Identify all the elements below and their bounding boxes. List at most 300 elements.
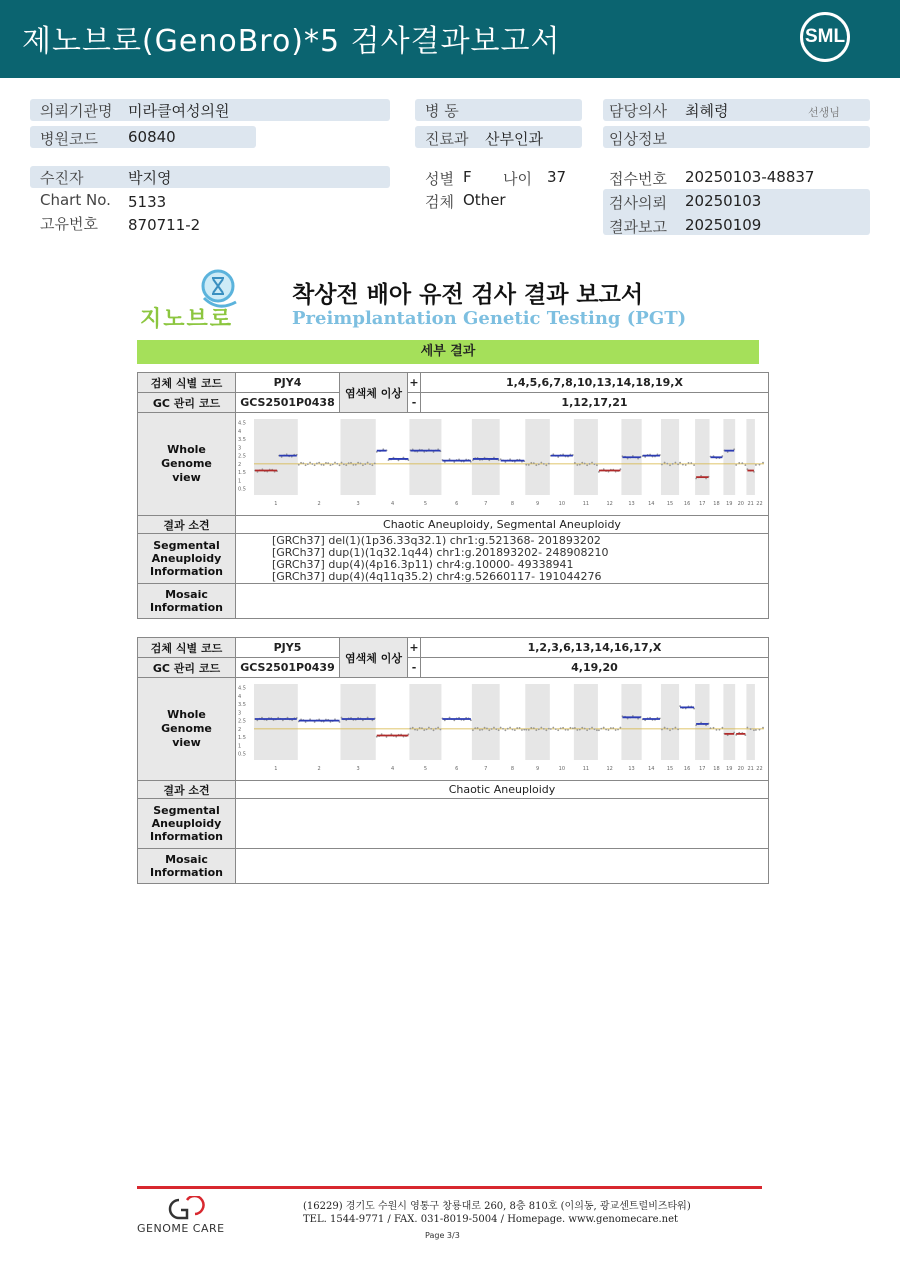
copy-number-point (416, 729, 418, 731)
copy-number-point (584, 728, 586, 730)
gc-code-label: GC 관리 코드 (138, 393, 236, 413)
x-tick-label: 19 (726, 501, 733, 507)
copy-number-point (309, 462, 311, 464)
copy-number-point (323, 464, 325, 466)
copy-number-point (685, 464, 687, 466)
copy-number-point (502, 728, 504, 730)
copy-number-point (412, 727, 414, 729)
copy-number-point (516, 727, 518, 729)
copy-number-point (371, 464, 373, 466)
chromosome-band (574, 419, 598, 495)
hospital-code-label: 병원코드 (40, 130, 98, 148)
copy-number-point (336, 463, 338, 465)
copy-number-point (669, 464, 671, 466)
copy-number-point (664, 462, 666, 464)
y-tick-label: 1.5 (237, 470, 246, 477)
x-tick-label: 19 (726, 766, 733, 772)
copy-number-point (608, 729, 610, 731)
copy-number-point (339, 464, 341, 466)
mosaic-label: Mosaic Information (138, 584, 236, 619)
copy-number-point (762, 727, 764, 729)
copy-number-point (586, 729, 588, 731)
copy-number-point (753, 729, 755, 731)
copy-number-point (664, 727, 666, 729)
copy-number-point (311, 463, 313, 465)
x-tick-label: 12 (606, 766, 613, 772)
copy-number-point (325, 462, 327, 464)
y-tick-label: 4.5 (237, 420, 246, 427)
copy-number-point (316, 463, 318, 465)
x-tick-label: 5 (423, 501, 428, 507)
sex-label: 성별 (425, 170, 454, 188)
copy-number-point (360, 462, 362, 464)
copy-number-point (433, 729, 435, 731)
y-tick-label: 0.5 (237, 486, 246, 493)
chromosome-band (409, 419, 441, 495)
x-tick-label: 17 (699, 501, 706, 507)
copy-number-point (509, 727, 511, 729)
specimen-label: 검체 (425, 193, 454, 211)
copy-number-point (759, 729, 761, 731)
copy-number-point (666, 463, 668, 465)
x-tick-label: 8 (510, 501, 515, 507)
copy-number-point (744, 464, 746, 466)
copy-number-point (666, 728, 668, 730)
copy-number-point (591, 462, 593, 464)
copy-number-point (589, 728, 591, 730)
age-label: 나이 (503, 170, 532, 188)
copy-number-point (318, 462, 320, 464)
copy-number-point (594, 463, 596, 465)
copy-number-point (512, 729, 514, 731)
copy-number-point (374, 462, 376, 464)
copy-number-point (314, 464, 316, 466)
x-tick-label: 3 (356, 766, 360, 772)
segmental-line: [GRCh37] dup(1)(1q32.1q44) chr1:g.201893202- 248908210 (271, 545, 609, 559)
copy-number-point (477, 727, 479, 729)
x-tick-label: 10 (558, 501, 566, 507)
hospital-code-value: 60840 (128, 128, 176, 146)
x-tick-label: 8 (510, 766, 515, 772)
copy-number-point (362, 464, 364, 466)
copy-number-point (576, 729, 578, 731)
footer-address (303, 1200, 691, 1226)
copy-number-point (557, 729, 559, 731)
report-title: 제노브로(GenoBro)*5 검사결과보고서 (22, 24, 561, 59)
copy-number-point (552, 727, 554, 729)
copy-number-point (669, 729, 671, 731)
copy-number-point (576, 464, 578, 466)
copy-number-point (538, 728, 540, 730)
x-tick-label: 5 (423, 766, 428, 772)
copy-number-point (472, 729, 474, 731)
copy-number-point (421, 727, 423, 729)
x-tick-label: 22 (756, 501, 763, 507)
copy-number-point (672, 463, 674, 465)
wgv-label: Whole Genome view (138, 678, 236, 781)
copy-number-point (474, 727, 476, 729)
copy-number-point (435, 728, 437, 730)
copy-number-point (598, 729, 600, 731)
chromosome-band (746, 419, 755, 495)
request-value: 20250103 (685, 192, 762, 210)
copy-number-point (525, 729, 527, 731)
copy-number-point (525, 464, 527, 466)
y-tick-label: 2 (237, 726, 242, 733)
copy-number-point (428, 727, 430, 729)
copy-number-point (682, 464, 684, 466)
doctor-value: 최혜령 (685, 102, 729, 120)
segmental-line: [GRCh37] dup(4)(4q11q35.2) chr4:g.52660117- 191044276 (271, 569, 602, 583)
gain-sign: + (407, 638, 420, 658)
x-tick-label: 2 (317, 501, 321, 507)
copy-number-point (548, 463, 550, 465)
copy-number-point (307, 463, 309, 465)
specimen-id-label: 검체 식별 코드 (138, 638, 236, 658)
gc-code-value: GCS2501P0438 (235, 393, 339, 413)
chromosome-band (340, 684, 375, 760)
copy-number-point (759, 464, 761, 466)
unique-label: 고유번호 (40, 215, 98, 233)
x-tick-label: 2 (317, 766, 321, 772)
copy-number-point (330, 464, 332, 466)
copy-number-point (735, 464, 737, 466)
x-tick-label: 3 (356, 501, 360, 507)
copy-number-point (589, 463, 591, 465)
copy-number-point (610, 727, 612, 729)
copy-number-point (481, 729, 483, 731)
copy-number-point (679, 462, 681, 464)
chromosome-band (409, 684, 441, 760)
y-tick-label: 3.5 (237, 437, 246, 444)
loss-chromosomes: 1,12,17,21 (420, 393, 768, 413)
copy-number-point (565, 729, 567, 731)
wgv-label: Whole Genome view (138, 413, 236, 516)
y-tick-label: 4.5 (237, 685, 246, 692)
genome-care-text: GENOME CARE (137, 1222, 225, 1235)
copy-number-point (419, 727, 421, 729)
chromosome-band (525, 419, 550, 495)
copy-number-point (357, 462, 359, 464)
x-tick-label: 4 (390, 501, 395, 507)
x-tick-label: 9 (535, 766, 540, 772)
copy-number-point (755, 464, 757, 466)
copy-number-point (603, 727, 605, 729)
copy-number-point (586, 464, 588, 466)
copy-number-point (716, 729, 718, 731)
copy-number-point (409, 728, 411, 730)
copy-number-point (581, 462, 583, 464)
copy-number-point (574, 727, 576, 729)
sml-logo: SML (800, 12, 850, 62)
copy-number-point (572, 727, 574, 729)
copy-number-point (523, 729, 525, 731)
copy-number-point (579, 729, 581, 731)
copy-number-point (495, 728, 497, 730)
y-tick-label: 1.5 (237, 735, 246, 742)
copy-number-point (488, 729, 490, 731)
copy-number-point (594, 728, 596, 730)
genobro-logo (140, 268, 250, 330)
copy-number-point (661, 464, 663, 466)
ward-label: 병 동 (425, 102, 459, 120)
x-tick-label: 21 (747, 766, 754, 772)
pgt-title: 착상전 배아 유전 검사 결과 보고서 (292, 282, 644, 308)
genobro-logo-text: 지노브로 (140, 307, 234, 332)
copy-number-point (619, 727, 621, 729)
copy-number-point (750, 728, 752, 730)
copy-number-point (596, 464, 598, 466)
copy-number-point (677, 463, 679, 465)
copy-number-point (514, 729, 516, 731)
copy-number-point (721, 727, 723, 729)
mosaic-label: Mosaic Information (138, 849, 236, 884)
copy-number-point (615, 729, 617, 731)
institution-label: 의뢰기관명 (40, 102, 113, 120)
x-tick-label: 1 (274, 766, 278, 772)
copy-number-point (560, 727, 562, 729)
copy-number-point (661, 729, 663, 731)
copy-number-point (545, 464, 547, 466)
segmental-line: [GRCh37] del(1)(1p36.33q32.1) chr1:g.521368- 201893202 (271, 533, 601, 547)
copy-number-point (334, 462, 336, 464)
finding-label: 결과 소견 (138, 781, 236, 799)
chromosome-band (472, 419, 500, 495)
clinical-label: 임상정보 (609, 130, 667, 148)
address-line: (16229) 경기도 수원시 영통구 창룡대로 260, 8층 810호 (이의동, 광교센트럴비즈타워) (303, 1201, 691, 1212)
chromosome-band (723, 684, 735, 760)
x-tick-label: 18 (713, 501, 720, 507)
copy-number-point (550, 728, 552, 730)
genome-plot-2 (236, 678, 768, 777)
report-date-value: 20250109 (685, 216, 762, 234)
copy-number-point (500, 727, 502, 729)
y-tick-label: 3 (237, 445, 242, 452)
copy-number-point (332, 463, 334, 465)
chromosome-band (472, 684, 500, 760)
chart-value: 5133 (128, 193, 167, 211)
finding-value: Chaotic Aneuploidy (235, 781, 768, 799)
chromosome-band (723, 419, 735, 495)
contact-line: TEL. 1544-9771 / FAX. 031-8019-5004 / Homepage. www.genomecare.net (303, 1214, 679, 1225)
copy-number-point (543, 728, 545, 730)
gain-sign: + (407, 373, 420, 393)
request-label: 검사의뢰 (609, 194, 667, 212)
x-tick-label: 11 (582, 501, 590, 507)
copy-number-point (617, 729, 619, 731)
page-number: Page 3/3 (425, 1231, 460, 1240)
gc-code-label: GC 관리 코드 (138, 658, 236, 678)
segmental-value (235, 799, 768, 849)
copy-number-point (355, 464, 357, 466)
copy-number-point (719, 729, 721, 731)
copy-number-point (548, 728, 550, 730)
copy-number-point (491, 728, 493, 730)
copy-number-point (479, 729, 481, 731)
y-tick-label: 0.5 (237, 751, 246, 758)
copy-number-point (320, 464, 322, 466)
y-tick-label: 1 (237, 478, 242, 485)
copy-number-point (713, 727, 715, 729)
chromosome-band (661, 419, 679, 495)
copy-number-point (530, 462, 532, 464)
loss-sign: - (407, 393, 420, 413)
copy-number-point (498, 729, 500, 731)
sample-table-2 (137, 637, 769, 884)
copy-number-point (605, 729, 607, 731)
y-tick-label: 2.5 (237, 453, 246, 460)
copy-number-point (348, 462, 350, 464)
copy-number-point (341, 462, 343, 464)
copy-number-point (528, 729, 530, 731)
x-tick-label: 1 (274, 501, 278, 507)
copy-number-point (305, 464, 307, 466)
report-date-label: 결과보고 (609, 218, 667, 236)
chromosome-band (695, 684, 709, 760)
segmental-label: Segmental Aneuploidy Information (138, 799, 236, 849)
copy-number-point (690, 462, 692, 464)
x-tick-label: 16 (683, 766, 691, 772)
chromosome-band (661, 684, 679, 760)
copy-number-point (591, 727, 593, 729)
copy-number-point (528, 464, 530, 466)
copy-number-point (530, 727, 532, 729)
copy-number-point (741, 462, 743, 464)
copy-number-point (562, 727, 564, 729)
copy-number-point (574, 462, 576, 464)
copy-number-point (600, 728, 602, 730)
copy-number-point (364, 463, 366, 465)
name-label: 수진자 (40, 169, 84, 187)
segmental-label: Segmental Aneuploidy Information (138, 534, 236, 584)
chromosome-band (621, 684, 641, 760)
x-tick-label: 14 (648, 501, 655, 507)
copy-number-point (414, 729, 416, 731)
copy-number-point (746, 727, 748, 729)
gain-chromosomes: 1,2,3,6,13,14,16,17,X (420, 638, 768, 658)
loss-chromosomes: 4,19,20 (420, 658, 768, 678)
copy-number-point (545, 729, 547, 731)
copy-number-point (423, 729, 425, 731)
unique-value: 870711-2 (128, 216, 201, 234)
copy-number-point (762, 462, 764, 464)
copy-number-point (693, 464, 695, 466)
x-tick-label: 20 (737, 501, 744, 507)
chromosome-band (254, 684, 298, 760)
copy-number-point (533, 727, 535, 729)
doctor-label: 담당의사 (609, 102, 667, 120)
x-tick-label: 4 (390, 766, 395, 772)
copy-number-point (755, 729, 757, 731)
copy-number-point (688, 462, 690, 464)
genome-plot-1 (236, 413, 768, 512)
copy-number-point (535, 729, 537, 731)
y-tick-label: 3 (237, 710, 242, 717)
copy-number-point (426, 728, 428, 730)
specimen-id-value: PJY4 (235, 373, 339, 393)
copy-number-point (738, 462, 740, 464)
footer-divider (137, 1186, 762, 1189)
copy-number-point (579, 464, 581, 466)
copy-number-point (486, 728, 488, 730)
copy-number-point (300, 462, 302, 464)
y-tick-label: 4 (237, 428, 242, 435)
age-value: 37 (547, 168, 567, 186)
copy-number-point (581, 727, 583, 729)
institution-value: 미라클여성의원 (128, 102, 230, 120)
doctor-suffix: 선생님 (808, 106, 840, 119)
x-tick-label: 18 (713, 766, 720, 772)
receipt-value: 20250103-48837 (685, 168, 815, 186)
copy-number-point (345, 464, 347, 466)
x-tick-label: 15 (666, 766, 674, 772)
sex-value: F (463, 168, 472, 186)
x-tick-label: 12 (606, 501, 613, 507)
copy-number-point (327, 462, 329, 464)
copy-number-point (612, 727, 614, 729)
copy-number-point (507, 728, 509, 730)
copy-number-point (298, 464, 300, 466)
x-tick-label: 11 (582, 766, 590, 772)
copy-number-point (672, 728, 674, 730)
x-tick-label: 13 (628, 501, 635, 507)
x-tick-label: 7 (484, 766, 488, 772)
specimen-id-value: PJY5 (235, 638, 339, 658)
x-tick-label: 20 (737, 766, 744, 772)
copy-number-point (535, 464, 537, 466)
copy-number-point (674, 727, 676, 729)
copy-number-point (567, 729, 569, 731)
chromosome-band (746, 684, 755, 760)
x-tick-label: 17 (699, 766, 706, 772)
copy-number-point (710, 727, 712, 729)
copy-number-point (430, 728, 432, 730)
report-header (0, 0, 900, 78)
x-tick-label: 7 (484, 501, 488, 507)
x-tick-label: 6 (455, 766, 459, 772)
dept-value: 산부인과 (485, 130, 543, 148)
section-header: 세부 결과 (137, 340, 759, 364)
chromosome-band (574, 684, 598, 760)
copy-number-point (519, 727, 521, 729)
dept-label: 진료과 (425, 130, 469, 148)
finding-value: Chaotic Aneuploidy, Segmental Aneuploidy (235, 516, 768, 534)
sample-table-1 (137, 372, 769, 619)
x-tick-label: 16 (683, 501, 691, 507)
gc-code-value: GCS2501P0439 (235, 658, 339, 678)
copy-number-point (543, 463, 545, 465)
x-tick-label: 6 (455, 501, 459, 507)
name-value: 박지영 (128, 169, 172, 187)
pgt-subtitle: Preimplantation Genetic Testing (PGT) (292, 308, 687, 329)
y-tick-label: 2 (237, 461, 242, 468)
chromosome-band (525, 684, 550, 760)
copy-number-point (521, 729, 523, 731)
finding-label: 결과 소견 (138, 516, 236, 534)
copy-number-point (493, 727, 495, 729)
copy-number-point (540, 727, 542, 729)
specimen-id-label: 검체 식별 코드 (138, 373, 236, 393)
copy-number-point (538, 463, 540, 465)
y-tick-label: 1 (237, 743, 242, 750)
x-tick-label: 15 (666, 501, 674, 507)
x-tick-label: 13 (628, 766, 635, 772)
y-tick-label: 2.5 (237, 718, 246, 725)
y-tick-label: 4 (237, 693, 242, 700)
copy-number-point (343, 463, 345, 465)
chrom-abn-label: 염색체 이상 (339, 373, 407, 413)
copy-number-point (596, 729, 598, 731)
